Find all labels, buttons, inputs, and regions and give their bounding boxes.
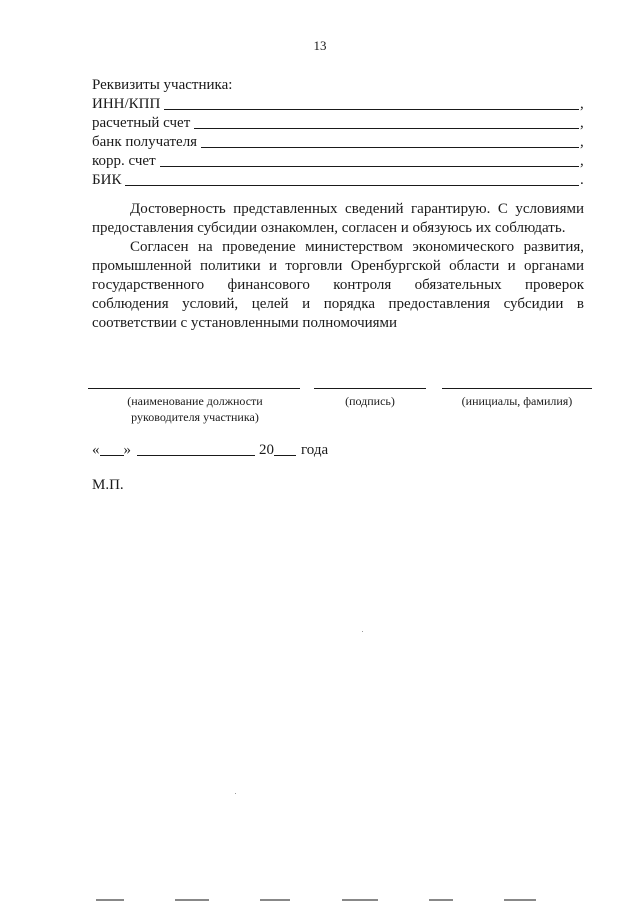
requisite-row-bik: [92, 171, 588, 190]
requisite-end-inn: ,: [580, 96, 584, 112]
requisite-end-bik: .: [580, 172, 584, 188]
scan-edge-mark: [96, 899, 124, 901]
scan-speck: [362, 631, 363, 632]
year-blank[interactable]: [274, 441, 296, 456]
signature-caption: (подпись): [345, 394, 395, 408]
guarantee-paragraph: Достоверность представленных сведений гарантирую. С условиями предоставления субсидии ознакомлен, согласен и обязуюсь их соблюдать.: [92, 201, 584, 236]
requisite-blank-bank[interactable]: [201, 133, 579, 148]
requisite-end-corr: ,: [580, 153, 584, 169]
scan-edge-mark: [175, 899, 209, 901]
day-blank[interactable]: [100, 441, 124, 456]
requisite-end-account: ,: [580, 115, 584, 131]
date-line: [92, 441, 328, 460]
position-caption: [100, 393, 290, 425]
requisite-row-corr: [92, 152, 588, 171]
requisite-label-inn: ИНН/КПП: [92, 96, 161, 112]
year-prefix: 20: [259, 442, 274, 458]
requisite-blank-bik[interactable]: [125, 171, 579, 186]
name-caption: (инициалы, фамилия): [461, 394, 573, 408]
position-caption-line2: руководителя участника): [131, 410, 259, 424]
month-blank[interactable]: [137, 441, 255, 456]
requisite-row-bank: [92, 133, 588, 152]
requisite-end-bank: ,: [580, 134, 584, 150]
scan-edge-mark: [260, 899, 290, 901]
scan-speck: [235, 793, 236, 794]
date-open-quote: «: [92, 442, 100, 458]
stamp-placeholder: М.П.: [92, 477, 124, 493]
page-number: 13: [313, 38, 327, 53]
requisite-label-account: расчетный счет: [92, 115, 191, 131]
requisite-blank-inn[interactable]: [164, 95, 579, 110]
requisites-block: [92, 76, 588, 190]
requisite-blank-corr[interactable]: [160, 152, 579, 167]
position-caption-line1: (наименование должности: [127, 394, 263, 408]
requisite-label-bank: банк получателя: [92, 134, 198, 150]
scan-edge-artifacts: [96, 899, 536, 902]
requisite-label-corr: корр. счет: [92, 153, 156, 169]
name-signature-line[interactable]: [442, 388, 592, 389]
requisites-title: Реквизиты участника:: [92, 77, 233, 93]
date-close-quote: »: [123, 442, 131, 458]
requisite-row-account: [92, 114, 588, 133]
scan-edge-mark: [504, 899, 536, 901]
requisite-row-inn: [92, 95, 588, 114]
scan-edge-mark: [429, 899, 453, 901]
requisite-label-bik: БИК: [92, 172, 122, 188]
consent-paragraph: Согласен на проведение министерством экономического развития, промышленной политики и торговли Оренбургской области и органами государственного финансового контроля обязательных проверок соблюдения условий, целей и порядка предоставления субсидии в соответствии с установленными полномочиями: [92, 239, 584, 331]
requisite-blank-account[interactable]: [194, 114, 579, 129]
position-signature-line[interactable]: [88, 388, 300, 389]
signature-line[interactable]: [314, 388, 426, 389]
year-suffix: года: [301, 442, 329, 458]
statement-block: [92, 200, 584, 333]
scan-edge-mark: [342, 899, 378, 901]
